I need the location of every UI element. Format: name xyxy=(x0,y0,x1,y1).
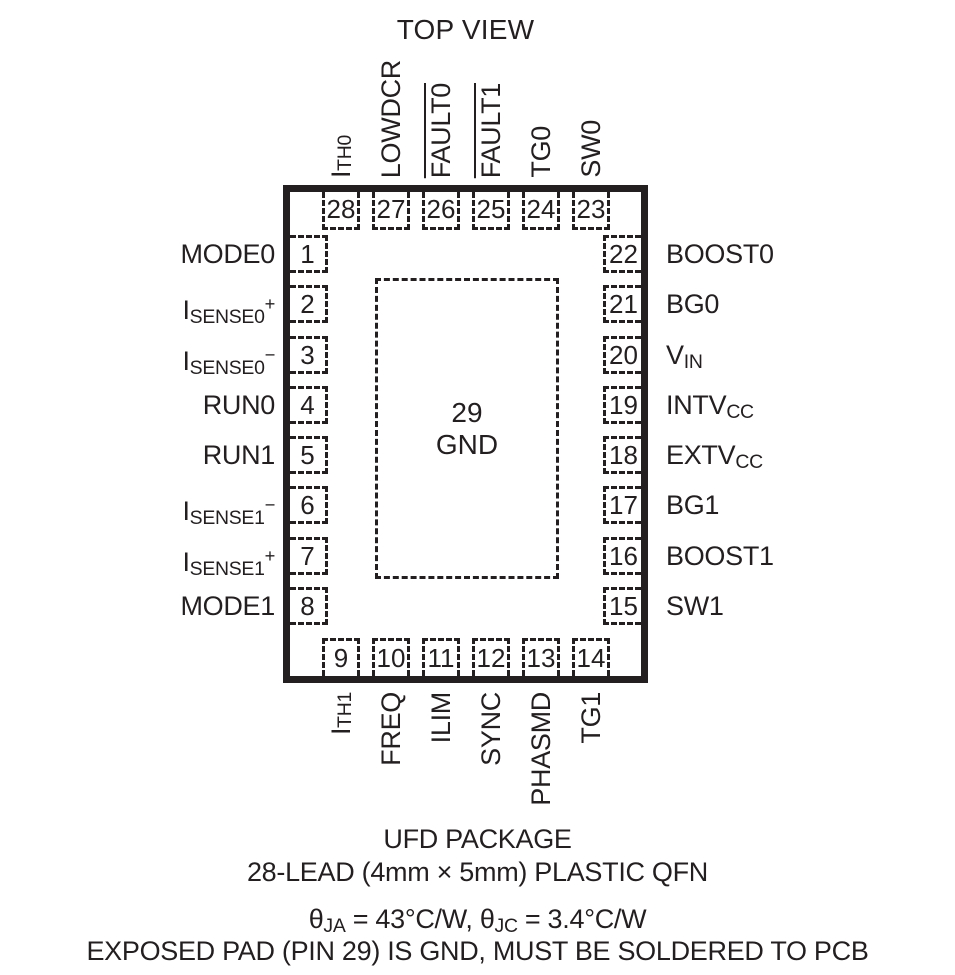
pin-label-phasmd xyxy=(524,692,558,806)
pin-label-mode0-base: MODE0 xyxy=(180,239,275,269)
pin-label-intvcc-base: INTV xyxy=(666,390,727,420)
pin-label-vin-sub: IN xyxy=(683,350,703,373)
pin-box-12: 12 xyxy=(472,638,510,676)
pin-label-isense1-minus-sub: SENSE1 xyxy=(189,507,265,530)
pin-box-10: 10 xyxy=(372,638,410,676)
pin-label-tg1 xyxy=(574,692,608,744)
pin-box-4: 4 xyxy=(290,386,328,424)
pin-box-8: 8 xyxy=(290,587,328,625)
pin-label-fault1-base: FAULT1 xyxy=(476,82,506,178)
package-name: UFD PACKAGE xyxy=(383,824,572,854)
pin-label-boost1-base: BOOST1 xyxy=(666,541,774,571)
thermal-spec xyxy=(0,904,955,938)
pin-label-isense0-minus xyxy=(90,338,275,385)
pin-label-intvcc-sub: CC xyxy=(726,400,754,423)
diagram-title: TOP VIEW xyxy=(396,14,535,45)
pin-label-isense0-plus-base: I xyxy=(182,295,190,326)
pin-label-mode1 xyxy=(90,589,275,623)
pin-label-bg0 xyxy=(666,287,719,321)
pin-label-ilim-base: ILIM xyxy=(426,692,456,744)
pin-label-ilim xyxy=(424,692,458,743)
pin-label-ith1-sub: TH1 xyxy=(333,692,356,728)
pin-box-13: 13 xyxy=(522,638,560,676)
pin-label-isense1-plus-sup: + xyxy=(264,545,275,566)
pin-box-15: 15 xyxy=(603,587,641,625)
pin-box-5: 5 xyxy=(290,436,328,474)
pin-box-24: 24 xyxy=(522,192,560,230)
pin-box-17: 17 xyxy=(603,486,641,524)
pin-label-isense1-minus-base: I xyxy=(182,496,190,527)
pin-box-26: 26 xyxy=(422,192,460,230)
pin-label-run0-base: RUN0 xyxy=(202,390,275,420)
pin-label-tg0 xyxy=(524,126,558,178)
pin-label-isense0-plus-sup: + xyxy=(264,293,275,314)
package-description: 28-LEAD (4mm × 5mm) PLASTIC QFN xyxy=(246,857,709,887)
exposed-pad xyxy=(375,278,559,579)
pin-label-isense1-plus-sub: SENSE1 xyxy=(189,558,265,581)
pin-label-boost0 xyxy=(666,237,774,271)
pin-label-intvcc xyxy=(666,388,754,429)
pin-label-mode0 xyxy=(90,237,275,271)
thermal-theta-ja: θ xyxy=(308,904,324,934)
pin-box-21: 21 xyxy=(603,285,641,323)
pin-label-mode1-base: MODE1 xyxy=(180,591,275,621)
pin-box-3: 3 xyxy=(290,336,328,374)
pin-label-lowdcr xyxy=(374,60,408,178)
pin-label-bg1-base: BG1 xyxy=(666,490,720,520)
pin-label-fault0 xyxy=(424,83,458,178)
pin-label-phasmd-base: PHASMD xyxy=(526,692,556,806)
pin-label-sw1 xyxy=(666,589,724,623)
pin-box-7: 7 xyxy=(290,537,328,575)
pin-label-run1-base: RUN1 xyxy=(202,440,275,470)
pin-label-isense0-plus-sub: SENSE0 xyxy=(189,306,265,329)
pin-box-19: 19 xyxy=(603,386,641,424)
pin-label-vin-base: V xyxy=(666,340,684,370)
pin-label-isense1-plus-base: I xyxy=(182,547,190,578)
pin-label-isense0-plus xyxy=(90,287,275,334)
exposed-pad-number: 29 xyxy=(451,396,483,428)
pin-label-lowdcr-base: LOWDCR xyxy=(376,59,406,178)
pin-label-ith1 xyxy=(324,692,362,735)
pin-label-freq-base: FREQ xyxy=(376,692,406,766)
pin-label-sw0 xyxy=(574,120,608,178)
pin-label-extvcc-sub: CC xyxy=(735,450,763,473)
pin-box-25: 25 xyxy=(472,192,510,230)
pin-label-sw1-base: SW1 xyxy=(666,591,724,621)
pin-label-extvcc xyxy=(666,438,763,479)
exposed-pad-note: EXPOSED PAD (PIN 29) IS GND, MUST BE SOLDERED TO PCB xyxy=(86,936,869,966)
pin-label-run0 xyxy=(90,388,275,422)
pin-box-6: 6 xyxy=(290,486,328,524)
pin-box-18: 18 xyxy=(603,436,641,474)
pin-label-bg0-base: BG0 xyxy=(666,289,720,319)
pin-label-fault0-base: FAULT0 xyxy=(426,82,456,178)
pin-label-vin xyxy=(666,338,703,379)
pin-label-isense0-minus-base: I xyxy=(182,346,190,377)
pin-label-boost1 xyxy=(666,539,774,573)
pin-box-28: 28 xyxy=(322,192,360,230)
thermal-theta-jc-sub: JC xyxy=(494,914,518,937)
pin-label-extvcc-base: EXTV xyxy=(666,440,736,470)
pin-label-ith0 xyxy=(324,135,362,178)
thermal-theta-jc-value: = 3.4°C/W xyxy=(517,904,647,934)
pin-label-isense1-minus-sup: − xyxy=(264,494,275,515)
pin-label-freq xyxy=(374,692,408,766)
pin-box-1: 1 xyxy=(290,235,328,273)
pin-label-tg1-base: TG1 xyxy=(576,692,606,744)
pin-box-16: 16 xyxy=(603,537,641,575)
pin-box-23: 23 xyxy=(572,192,610,230)
pin-label-isense1-plus xyxy=(90,539,275,586)
exposed-pad-name: GND xyxy=(435,428,499,460)
pin-label-isense0-minus-sup: − xyxy=(264,344,275,365)
pin-label-run1 xyxy=(90,438,275,472)
pin-label-sync-base: SYNC xyxy=(476,692,506,766)
pin-label-boost0-base: BOOST0 xyxy=(666,239,774,269)
pin-label-sync xyxy=(474,692,508,766)
pin-box-27: 27 xyxy=(372,192,410,230)
pin-box-14: 14 xyxy=(572,638,610,676)
thermal-theta-ja-sub: JA xyxy=(323,914,346,937)
pin-box-11: 11 xyxy=(422,638,460,676)
pin-box-20: 20 xyxy=(603,336,641,374)
pin-label-ith0-base: I xyxy=(326,170,356,178)
pin-label-sw0-base: SW0 xyxy=(576,120,606,178)
pin-label-fault1 xyxy=(474,83,508,178)
pin-box-2: 2 xyxy=(290,285,328,323)
pin-label-isense0-minus-sub: SENSE0 xyxy=(189,357,265,380)
pin-label-tg0-base: TG0 xyxy=(526,126,556,178)
pin-label-ith0-sub: TH0 xyxy=(333,134,356,171)
thermal-theta-ja-value: = 43°C/W, θ xyxy=(345,904,495,934)
pin-label-bg1 xyxy=(666,488,719,522)
pin-box-9: 9 xyxy=(322,638,360,676)
pin-label-ith1-base: I xyxy=(326,727,356,736)
pin-label-isense1-minus xyxy=(90,488,275,535)
pin-box-22: 22 xyxy=(603,235,641,273)
